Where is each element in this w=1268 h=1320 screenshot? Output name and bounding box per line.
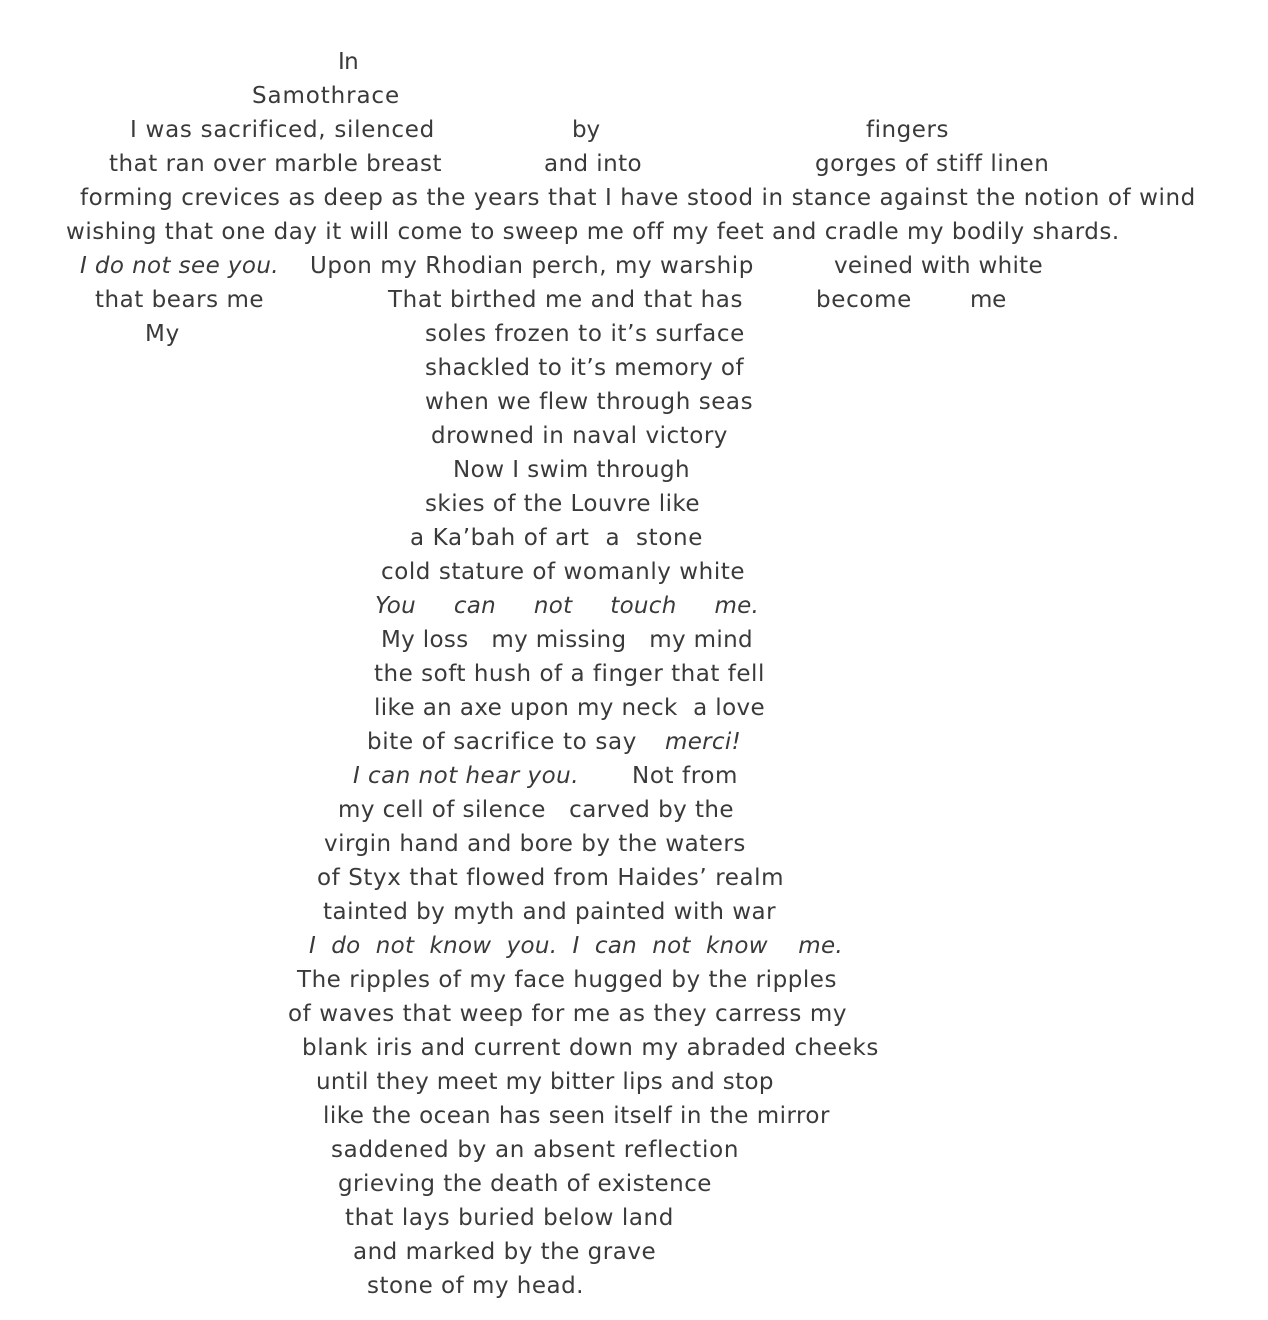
poem-line-34-fragment-1: grieving the death of existence (338, 1171, 712, 1197)
poem-line-18-fragment-1: My loss my missing my mind (381, 627, 753, 653)
poem-line-36-fragment-1: and marked by the grave (353, 1239, 657, 1265)
poem-line-23-fragment-1: my cell of silence carved by the (338, 797, 735, 823)
poem-line-8-fragment-1: that bears me (95, 287, 265, 313)
poem-line-13-fragment-1: Now I swim through (453, 457, 691, 483)
poem-line-27-fragment-1: I do not know you. I can not know me. (309, 933, 844, 959)
poem-line-7-fragment-1: I do not see you. (80, 253, 280, 279)
poem-line-30-fragment-1: blank iris and current down my abraded cheeks (302, 1035, 880, 1061)
poem-line-2-fragment-1: Samothrace (252, 83, 401, 109)
poem-line-25-fragment-1: of Styx that flowed from Haides’ realm (317, 865, 785, 891)
poem-line-12-fragment-1: drowned in naval victory (431, 423, 728, 449)
poem-line-37-fragment-1: stone of my head. (367, 1273, 584, 1299)
poem-line-16-fragment-1: cold stature of womanly white (381, 559, 746, 585)
poem-line-4-fragment-3: gorges of stiff linen (815, 151, 1050, 177)
poem-line-5-fragment-1: forming crevices as deep as the years that I have stood in stance against the notion of wind (80, 185, 1196, 211)
poem-line-21-fragment-2: merci! (665, 729, 742, 755)
poem-line-8-fragment-3: become (816, 287, 912, 313)
poem-line-15-fragment-1: a Ka’bah of art a stone (410, 525, 704, 551)
poem-line-4-fragment-2: and into (544, 151, 642, 177)
poem-line-32-fragment-1: like the ocean has seen itself in the mirror (323, 1103, 830, 1129)
poem-line-11-fragment-1: when we flew through seas (425, 389, 754, 415)
poem-line-6-fragment-1: wishing that one day it will come to sweep me off my feet and cradle my bodily shards. (66, 219, 1120, 245)
poem-line-19-fragment-1: the soft hush of a finger that fell (374, 661, 765, 687)
poem-line-9-fragment-1: My (145, 321, 180, 347)
poem-line-3-fragment-1: I was sacrificed, silenced (130, 117, 435, 143)
poem-line-7-fragment-2: Upon my Rhodian perch, my warship (310, 253, 754, 279)
poem-line-3-fragment-2: by (572, 117, 600, 143)
poem-line-10-fragment-1: shackled to it’s memory of (425, 355, 745, 381)
poem-line-14-fragment-1: skies of the Louvre like (425, 491, 700, 517)
poem-line-3-fragment-3: fingers (866, 117, 949, 143)
poem-line-9-fragment-2: soles frozen to it’s surface (425, 321, 745, 347)
poem-line-31-fragment-1: until they meet my bitter lips and stop (316, 1069, 774, 1095)
poem-line-4-fragment-1: that ran over marble breast (109, 151, 443, 177)
poem-line-1-fragment-1: In (338, 49, 358, 75)
poem-line-20-fragment-1: like an axe upon my neck a love (374, 695, 766, 721)
poem-line-17-fragment-1: You can not touch me. (375, 593, 760, 619)
poem-line-29-fragment-1: of waves that weep for me as they carress my (288, 1001, 848, 1027)
poem-line-21-fragment-1: bite of sacrifice to say (367, 729, 638, 755)
poem-line-24-fragment-1: virgin hand and bore by the waters (324, 831, 746, 857)
poem-line-28-fragment-1: The ripples of my face hugged by the ripples (297, 967, 837, 993)
poem-line-7-fragment-3: veined with white (834, 253, 1043, 279)
poem-line-33-fragment-1: saddened by an absent reflection (331, 1137, 740, 1163)
poem-line-8-fragment-4: me (970, 287, 1006, 313)
poem-line-35-fragment-1: that lays buried below land (345, 1205, 674, 1231)
poem-line-8-fragment-2: That birthed me and that has (388, 287, 744, 313)
poem-line-26-fragment-1: tainted by myth and painted with war (323, 899, 777, 925)
poem-line-22-fragment-1: I can not hear you. (353, 763, 579, 789)
poem-line-22-fragment-2: Not from (632, 763, 739, 789)
